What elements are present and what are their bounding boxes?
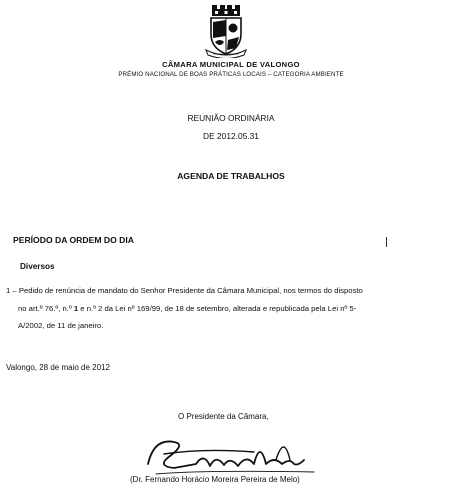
municipal-coat-of-arms-icon — [203, 4, 249, 58]
legal-ref-text: no art.º 76.º, n.º — [18, 303, 74, 313]
organization-name: CÂMARA MUNICIPAL DE VALONGO — [162, 60, 300, 69]
agenda-title: AGENDA DE TRABALHOS — [177, 171, 285, 181]
agenda-item-line-2 — [6, 300, 456, 318]
meeting-title: REUNIÃO ORDINÁRIA — [187, 113, 275, 123]
margin-mark — [386, 237, 387, 247]
place-and-date: Valongo, 28 de maio de 2012 — [6, 363, 110, 372]
meeting-date: DE 2012.05.31 — [203, 131, 259, 141]
agenda-item — [6, 282, 456, 335]
period-heading: PERÍODO DA ORDEM DO DIA — [13, 235, 134, 245]
legal-ref-text-cont: e n.º 2 da Lei nº 169/99, de 18 de setembro, alterada e republicada pela Lei nº 5- — [78, 303, 357, 313]
section-heading: Diversos — [20, 262, 55, 271]
signer-role: O Presidente da Câmara, — [178, 412, 269, 421]
agenda-item-line-1: 1 – Pedido de renúncia de mandato do Senhor Presidente da Câmara Municipal, nos termos do disposto — [6, 286, 363, 295]
signer-name: (Dr. Fernando Horácio Moreira Pereira de Melo) — [130, 475, 300, 484]
agenda-item-line-3: A/2002, de 11 de janeiro. — [18, 321, 104, 330]
award-subtitle: PRÉMIO NACIONAL DE BOAS PRÁTICAS LOCAIS – CATEGORIA AMBIENTE — [118, 71, 344, 78]
legal-ref-number: 1 — [73, 303, 79, 313]
handwritten-signature — [144, 430, 334, 480]
